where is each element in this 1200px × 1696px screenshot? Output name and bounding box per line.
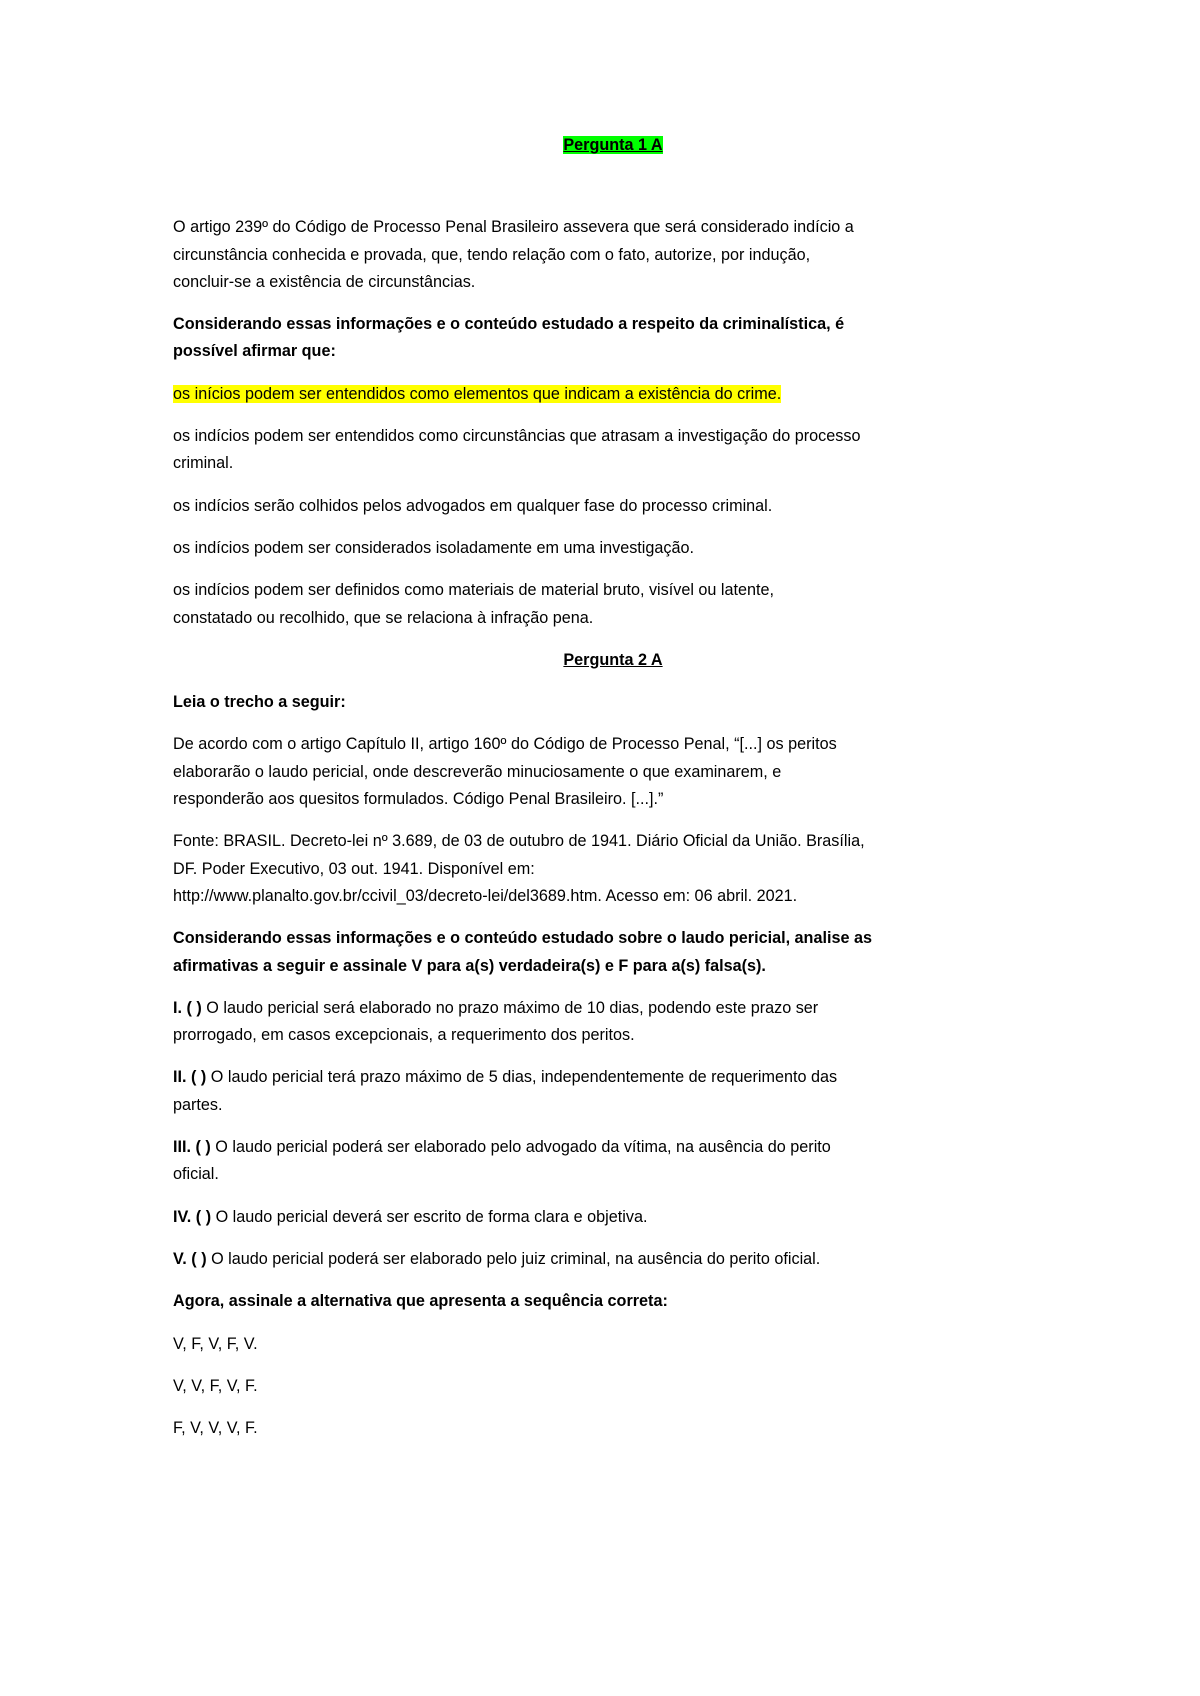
q2-source: Fonte: BRASIL. Decreto-lei nº 3.689, de 03 de outubro de 1941. Diário Oficial da União. Brasília, DF. Poder Executivo, 03 out. 1941. Disponível em: http://www.planalto.gov.br/ccivil_03/decreto-lei/del3689.htm. Acesso em: 06 abril. 2021.: [173, 832, 865, 905]
statement-1: I. ( ) O laudo pericial será elaborado no prazo máximo de 10 dias, podendo este prazo ser prorrogado, em casos excepcionais, a requerimento dos peritos.: [173, 998, 819, 1045]
q1-option[interactable]: os indícios podem ser definidos como materiais de material bruto, visível ou latente, constatado ou recolhido, que se relaciona à infração pena.: [173, 581, 775, 627]
q2-lead: Leia o trecho a seguir:: [173, 693, 346, 712]
statement-4: IV. ( ) O laudo pericial deverá ser escrito de forma clara e objetiva.: [173, 1207, 648, 1226]
q2-prompt: Considerando essas informações e o conteúdo estudado sobre o laudo pericial, analise as afirmativas a seguir e assinale V para a(s) verdadeira(s) e F para a(s) falsa(s).: [173, 929, 872, 975]
question-2-title: Pergunta 2 A: [563, 650, 663, 669]
q1-option[interactable]: os indícios serão colhidos pelos advogados em qualquer fase do processo criminal.: [173, 496, 773, 515]
q1-option[interactable]: os indícios podem ser considerados isoladamente em uma investigação.: [173, 538, 694, 557]
q2-option[interactable]: V, F, V, F, V.: [173, 1334, 258, 1353]
document-page: [173, 132, 1053, 1457]
q2-instruction: Agora, assinale a alternativa que apresenta a sequência correta:: [173, 1292, 668, 1311]
q2-option[interactable]: F, V, V, V, F.: [173, 1419, 258, 1438]
q1-intro: O artigo 239º do Código de Processo Penal Brasileiro assevera que será considerado indício a circunstância conhecida e provada, que, tendo relação com o fato, autorize, por indução, concluir-se a existência de circunstâncias.: [173, 218, 854, 291]
q1-option-highlighted[interactable]: os inícios podem ser entendidos como elementos que indicam a existência do crime.: [173, 384, 782, 403]
statement-3: III. ( ) O laudo pericial poderá ser elaborado pelo advogado da vítima, na ausência do perito oficial.: [173, 1138, 831, 1184]
question-1-title: Pergunta 1 A: [563, 136, 663, 154]
statement-2: II. ( ) O laudo pericial terá prazo máximo de 5 dias, independentemente de requerimento das partes.: [173, 1068, 838, 1114]
q2-option[interactable]: V, V, F, V, F.: [173, 1376, 258, 1395]
q2-quote: De acordo com o artigo Capítulo II, artigo 160º do Código de Processo Penal, “[...] os peritos elaborarão o laudo pericial, onde descreverão minuciosamente o que examinarem, e responderão aos quesitos formulados. Código Penal Brasileiro. [...].”: [173, 735, 837, 809]
q1-option[interactable]: os indícios podem ser entendidos como circunstâncias que atrasam a investigação do processo criminal.: [173, 427, 861, 473]
statement-5: V. ( ) O laudo pericial poderá ser elaborado pelo juiz criminal, na ausência do perito oficial.: [173, 1249, 821, 1268]
q1-prompt: Considerando essas informações e o conteúdo estudado a respeito da criminalística, é possível afirmar que:: [173, 315, 845, 361]
